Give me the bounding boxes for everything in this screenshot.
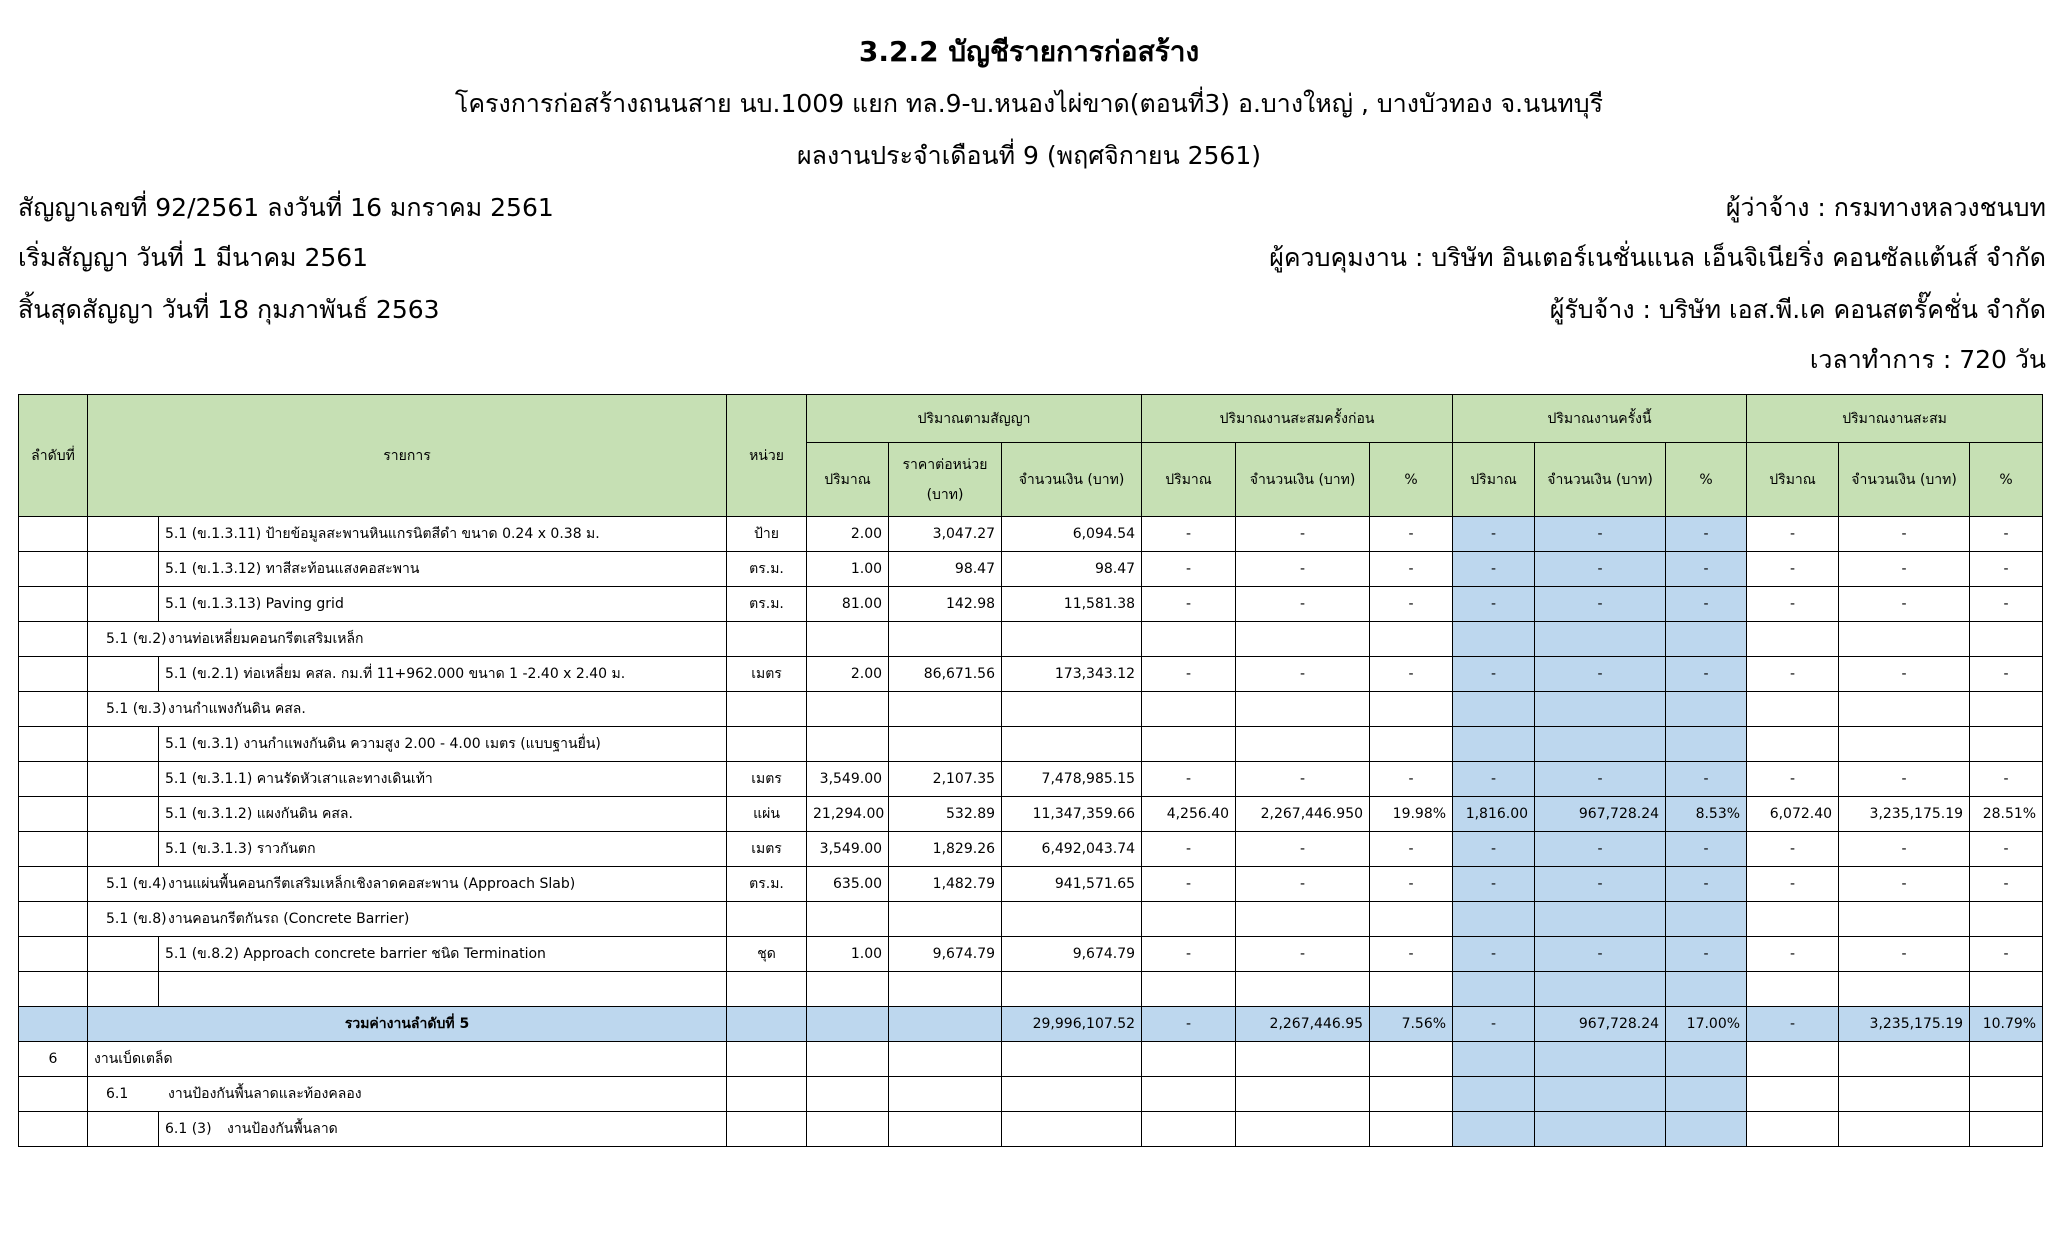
cell-qty: 635.00 [807, 867, 889, 902]
row-number-cell [19, 902, 88, 937]
cell-unit: ตร.ม. [727, 587, 807, 622]
cell-p-pct: - [1370, 552, 1453, 587]
cell-p-pct [1370, 902, 1453, 937]
cell-p-qty [1142, 692, 1236, 727]
cell-s-amt: - [1839, 832, 1970, 867]
cell-price: 86,671.56 [889, 657, 1002, 692]
cell-c-amt [1535, 727, 1666, 762]
document-title: 3.2.2 บัญชีรายการก่อสร้าง [858, 35, 1200, 68]
cell-amount [1002, 692, 1142, 727]
cell-s-pct [1970, 622, 2043, 657]
cell-p-pct [1370, 692, 1453, 727]
cell-unit [727, 622, 807, 657]
cell-p-qty: - [1142, 762, 1236, 797]
item-description: 5.1 (ข.1.3.12) ทาสีสะท้อนแสงคอสะพาน [159, 552, 727, 587]
cell-s-pct: - [1970, 657, 2043, 692]
cell-unit: ตร.ม. [727, 867, 807, 902]
cell-amount: 6,094.54 [1002, 517, 1142, 552]
cell-p-amt: - [1236, 587, 1370, 622]
cell-p-qty: - [1142, 517, 1236, 552]
item-description: 5.1 (ข.3.1.1) คานรัดหัวเสาและทางเดินเท้า [159, 762, 727, 797]
contract-start: เริ่มสัญญา วันที่ 1 มีนาคม 2561 [18, 243, 369, 272]
cell-qty [807, 622, 889, 657]
row-number-cell [19, 867, 88, 902]
cell-c-pct: - [1666, 762, 1747, 797]
cell-p-amt [1236, 902, 1370, 937]
cell-p-pct: 19.98% [1370, 797, 1453, 832]
table-footer [19, 972, 2043, 1147]
cell-c-amt: - [1535, 762, 1666, 797]
header-qty: ปริมาณ [807, 443, 889, 517]
cell-qty: 3,549.00 [807, 762, 889, 797]
contract-number: สัญญาเลขที่ 92/2561 ลงวันที่ 16 มกราคม 2561 [18, 193, 554, 222]
item-description: 5.1 (ข.3.1.2) แผงกันดิน คสล. [159, 797, 727, 832]
cell-s-qty: - [1747, 832, 1839, 867]
cell-p-amt [1236, 622, 1370, 657]
cell-c-qty: - [1453, 657, 1535, 692]
cell-p-pct: - [1370, 937, 1453, 972]
cell-price: 3,047.27 [889, 517, 1002, 552]
cell-unit: เมตร [727, 832, 807, 867]
cell-c-qty: - [1453, 587, 1535, 622]
cell-s-amt [1839, 727, 1970, 762]
cell-s-qty [1747, 622, 1839, 657]
cell-c-pct: - [1666, 517, 1747, 552]
cell-s-qty [1747, 902, 1839, 937]
summary-curr-qty: - [1453, 1007, 1535, 1042]
cell-unit [727, 727, 807, 762]
cell-p-pct: - [1370, 762, 1453, 797]
summary-curr-pct: 17.00% [1666, 1007, 1747, 1042]
cell-c-amt: - [1535, 587, 1666, 622]
cell-price [889, 902, 1002, 937]
row-number-cell [19, 937, 88, 972]
cell-p-qty: - [1142, 832, 1236, 867]
cell-qty: 3,549.00 [807, 832, 889, 867]
cell-price: 98.47 [889, 552, 1002, 587]
cell-p-amt: - [1236, 552, 1370, 587]
cell-p-qty: - [1142, 657, 1236, 692]
cell-s-pct: 28.51% [1970, 797, 2043, 832]
summary-curr-amount: 967,728.24 [1535, 1007, 1666, 1042]
row-number-cell [19, 832, 88, 867]
table-row [19, 867, 2043, 902]
summary-amount: 29,996,107.52 [1002, 1007, 1142, 1042]
cell-p-amt: - [1236, 867, 1370, 902]
table-body [19, 517, 2043, 972]
cell-c-qty [1453, 902, 1535, 937]
header-qty: ปริมาณ [1142, 443, 1236, 517]
cell-c-qty: - [1453, 517, 1535, 552]
cell-amount [1002, 727, 1142, 762]
item-description: งานท่อเหลี่ยมคอนกรีตเสริมเหล็ก [168, 631, 364, 647]
cell-c-amt [1535, 622, 1666, 657]
section-6-1-3-row [19, 1112, 2043, 1147]
item-description: 5.1 (ข.2.1) ท่อเหลี่ยม คสล. กม.ที่ 11+962.000 ขนาด 1 -2.40 x 2.40 ม. [159, 657, 727, 692]
cell-qty: 2.00 [807, 657, 889, 692]
header-amount: จำนวนเงิน (บาท) [1839, 443, 1970, 517]
row-number-cell [19, 692, 88, 727]
cell-c-amt [1535, 692, 1666, 727]
cell-s-amt [1839, 622, 1970, 657]
cell-c-pct: - [1666, 657, 1747, 692]
cell-qty [807, 692, 889, 727]
cell-c-pct: 8.53% [1666, 797, 1747, 832]
header-unit-price: ราคาต่อหน่วย (บาท) [889, 443, 1002, 517]
row-number-cell [19, 657, 88, 692]
cell-unit: ป้าย [727, 517, 807, 552]
cell-c-amt: - [1535, 657, 1666, 692]
cell-s-amt [1839, 902, 1970, 937]
cell-s-pct: - [1970, 762, 2043, 797]
cell-amount: 6,492,043.74 [1002, 832, 1142, 867]
section-6-1-3-code: 6.1 (3) [165, 1121, 212, 1137]
cell-c-qty: 1,816.00 [1453, 797, 1535, 832]
cell-qty: 21,294.00 [807, 797, 889, 832]
cell-c-pct: - [1666, 832, 1747, 867]
cell-unit: แผ่น [727, 797, 807, 832]
cell-c-qty [1453, 692, 1535, 727]
summary-prev-qty: - [1142, 1007, 1236, 1042]
cell-p-pct [1370, 622, 1453, 657]
row-number-cell [19, 622, 88, 657]
cell-c-qty: - [1453, 762, 1535, 797]
header-unit: หน่วย [727, 395, 807, 517]
cell-amount: 941,571.65 [1002, 867, 1142, 902]
cell-amount [1002, 902, 1142, 937]
cell-c-amt: - [1535, 517, 1666, 552]
cell-c-amt: - [1535, 867, 1666, 902]
cell-c-amt: 967,728.24 [1535, 797, 1666, 832]
section-6-number: 6 [19, 1042, 88, 1077]
cell-c-amt: - [1535, 552, 1666, 587]
cell-price: 2,107.35 [889, 762, 1002, 797]
section-6-1-3-title: งานป้องกันพื้นลาด [227, 1121, 338, 1137]
cell-qty: 1.00 [807, 937, 889, 972]
cell-s-pct: - [1970, 832, 2043, 867]
table-row [19, 622, 2043, 657]
cell-p-pct: - [1370, 657, 1453, 692]
cell-qty: 81.00 [807, 587, 889, 622]
header-amount: จำนวนเงิน (บาท) [1535, 443, 1666, 517]
cell-s-qty: - [1747, 552, 1839, 587]
table-row [19, 517, 2043, 552]
cell-p-amt: - [1236, 937, 1370, 972]
summary-prev-amount: 2,267,446.95 [1236, 1007, 1370, 1042]
item-description: 5.1 (ข.3.1) งานกำแพงกันดิน ความสูง 2.00 - 4.00 เมตร (แบบฐานยื่น) [159, 727, 727, 762]
item-description: งานแผ่นพื้นคอนกรีตเสริมเหล็กเชิงลาดคอสะพาน (Approach Slab) [168, 876, 576, 892]
item-description: งานกำแพงกันดิน คสล. [168, 701, 306, 717]
section-6-1-code: 6.1 [106, 1086, 129, 1102]
item-code: 5.1 (ข.3) [106, 701, 167, 717]
supervisor: ผู้ควบคุมงาน : บริษัท อินเตอร์เนชั่นแนล เอ็นจิเนียริ่ง คอนซัลแต้นส์ จำกัด [1269, 243, 2046, 272]
cell-p-qty: - [1142, 587, 1236, 622]
table-row [19, 762, 2043, 797]
construction-items-table [18, 394, 2043, 1147]
cell-p-amt [1236, 692, 1370, 727]
cell-amount [1002, 622, 1142, 657]
cell-s-qty: - [1747, 517, 1839, 552]
cell-amount: 173,343.12 [1002, 657, 1142, 692]
table-row [19, 727, 2043, 762]
item-description: 5.1 (ข.1.3.13) Paving grid [159, 587, 727, 622]
table-row [19, 797, 2043, 832]
cell-unit: ชุด [727, 937, 807, 972]
cell-p-amt: 2,267,446.950 [1236, 797, 1370, 832]
section-6-row [19, 1042, 2043, 1077]
cell-s-amt: - [1839, 762, 1970, 797]
cell-s-amt: 3,235,175.19 [1839, 797, 1970, 832]
cell-unit [727, 902, 807, 937]
cell-s-qty: - [1747, 762, 1839, 797]
header-qty: ปริมาณ [1453, 443, 1535, 517]
summary-row [19, 1007, 2043, 1042]
header-pct: % [1970, 443, 2043, 517]
row-number-cell [19, 797, 88, 832]
cell-s-qty [1747, 727, 1839, 762]
contractor: ผู้รับจ้าง : บริษัท เอส.พี.เค คอนสตรั๊คชั่น จำกัด [1549, 295, 2046, 324]
header-no: ลำดับที่ [19, 395, 88, 517]
cell-s-amt: - [1839, 552, 1970, 587]
project-subtitle: โครงการก่อสร้างถนนสาย นบ.1009 แยก ทล.9-บ.หนองไผ่ขาด(ตอนที่3) อ.บางใหญ่ , บางบัวทอง จ.นนทบุรี [454, 89, 1604, 118]
table-row [19, 902, 2043, 937]
cell-c-amt: - [1535, 937, 1666, 972]
cell-c-amt: - [1535, 832, 1666, 867]
cell-s-amt [1839, 692, 1970, 727]
cell-s-pct: - [1970, 517, 2043, 552]
cell-p-amt: - [1236, 762, 1370, 797]
cell-p-pct [1370, 727, 1453, 762]
cell-price: 532.89 [889, 797, 1002, 832]
cell-amount: 7,478,985.15 [1002, 762, 1142, 797]
section-6-1-title: งานป้องกันพื้นลาดและท้องคลอง [168, 1086, 362, 1102]
cell-c-qty [1453, 727, 1535, 762]
section-6-title: งานเบ็ดเตล็ด [88, 1042, 727, 1077]
header-amount: จำนวนเงิน (บาท) [1236, 443, 1370, 517]
cell-s-pct [1970, 902, 2043, 937]
item-code: 5.1 (ข.8) [106, 911, 167, 927]
cell-s-pct [1970, 727, 2043, 762]
header-pct: % [1370, 443, 1453, 517]
cell-p-qty: - [1142, 552, 1236, 587]
cell-amount: 98.47 [1002, 552, 1142, 587]
cell-price: 1,829.26 [889, 832, 1002, 867]
cell-p-pct: - [1370, 832, 1453, 867]
cell-p-qty: - [1142, 937, 1236, 972]
cell-s-amt: - [1839, 587, 1970, 622]
cell-p-qty [1142, 727, 1236, 762]
cell-p-amt: - [1236, 517, 1370, 552]
cell-s-qty: 6,072.40 [1747, 797, 1839, 832]
summary-cum-amount: 3,235,175.19 [1839, 1007, 1970, 1042]
header-pct: % [1666, 443, 1747, 517]
summary-cum-qty: - [1747, 1007, 1839, 1042]
cell-unit: เมตร [727, 762, 807, 797]
cell-s-amt: - [1839, 657, 1970, 692]
cell-s-amt: - [1839, 867, 1970, 902]
header-item: รายการ [88, 395, 727, 517]
cell-unit [727, 692, 807, 727]
cell-p-pct: - [1370, 587, 1453, 622]
cell-c-qty [1453, 622, 1535, 657]
cell-c-pct: - [1666, 587, 1747, 622]
header-group-previous: ปริมาณงานสะสมครั้งก่อน [1142, 395, 1453, 443]
header-group-cumulative: ปริมาณงานสะสม [1747, 395, 2043, 443]
cell-p-amt [1236, 727, 1370, 762]
cell-s-qty: - [1747, 657, 1839, 692]
item-description: 5.1 (ข.8.2) Approach concrete barrier ชนิด Termination [159, 937, 727, 972]
cell-s-pct [1970, 692, 2043, 727]
cell-s-qty: - [1747, 867, 1839, 902]
summary-cum-pct: 10.79% [1970, 1007, 2043, 1042]
cell-c-qty: - [1453, 937, 1535, 972]
cell-c-amt [1535, 902, 1666, 937]
employer: ผู้ว่าจ้าง : กรมทางหลวงชนบท [1725, 193, 2046, 222]
cell-qty [807, 902, 889, 937]
cell-p-qty [1142, 622, 1236, 657]
cell-s-pct: - [1970, 937, 2043, 972]
cell-c-qty: - [1453, 832, 1535, 867]
cell-c-pct [1666, 902, 1747, 937]
table-row [19, 587, 2043, 622]
cell-qty: 1.00 [807, 552, 889, 587]
cell-amount: 11,581.38 [1002, 587, 1142, 622]
table-header [19, 395, 2043, 517]
item-description: งานคอนกรีตกันรถ (Concrete Barrier) [168, 911, 410, 927]
cell-price: 1,482.79 [889, 867, 1002, 902]
cell-p-qty: 4,256.40 [1142, 797, 1236, 832]
cell-price: 9,674.79 [889, 937, 1002, 972]
summary-prev-pct: 7.56% [1370, 1007, 1453, 1042]
table-row [19, 692, 2043, 727]
table-row [19, 657, 2043, 692]
cell-s-amt: - [1839, 937, 1970, 972]
cell-s-pct: - [1970, 552, 2043, 587]
contract-end: สิ้นสุดสัญญา วันที่ 18 กุมภาพันธ์ 2563 [18, 295, 440, 324]
table-row [19, 937, 2043, 972]
cell-c-pct: - [1666, 867, 1747, 902]
cell-s-qty: - [1747, 937, 1839, 972]
cell-p-amt: - [1236, 657, 1370, 692]
cell-p-pct: - [1370, 517, 1453, 552]
cell-price: 142.98 [889, 587, 1002, 622]
cell-s-amt: - [1839, 517, 1970, 552]
cell-c-pct [1666, 692, 1747, 727]
item-code: 5.1 (ข.2) [106, 631, 167, 647]
item-code: 5.1 (ข.4) [106, 876, 167, 892]
row-number-cell [19, 587, 88, 622]
header-group-current: ปริมาณงานครั้งนี้ [1453, 395, 1747, 443]
row-number-cell [19, 552, 88, 587]
cell-price [889, 622, 1002, 657]
cell-c-pct: - [1666, 937, 1747, 972]
cell-amount: 11,347,359.66 [1002, 797, 1142, 832]
cell-s-qty [1747, 692, 1839, 727]
item-description: 5.1 (ข.3.1.3) ราวกันตก [159, 832, 727, 867]
cell-c-pct: - [1666, 552, 1747, 587]
cell-c-pct [1666, 727, 1747, 762]
cell-price [889, 692, 1002, 727]
cell-s-qty: - [1747, 587, 1839, 622]
table-row [19, 552, 2043, 587]
row-number-cell [19, 727, 88, 762]
cell-unit: ตร.ม. [727, 552, 807, 587]
cell-p-pct: - [1370, 867, 1453, 902]
row-number-cell [19, 762, 88, 797]
cell-qty: 2.00 [807, 517, 889, 552]
cell-qty [807, 727, 889, 762]
header-group-contract: ปริมาณตามสัญญา [807, 395, 1142, 443]
item-description: 5.1 (ข.1.3.11) ป้ายข้อมูลสะพานหินแกรนิตสีดำ ขนาด 0.24 x 0.38 ม. [159, 517, 727, 552]
cell-p-qty [1142, 902, 1236, 937]
cell-p-qty: - [1142, 867, 1236, 902]
cell-s-pct: - [1970, 867, 2043, 902]
cell-unit: เมตร [727, 657, 807, 692]
cell-amount: 9,674.79 [1002, 937, 1142, 972]
cell-c-qty: - [1453, 867, 1535, 902]
cell-c-pct [1666, 622, 1747, 657]
cell-p-amt: - [1236, 832, 1370, 867]
working-duration: เวลาทำการ : 720 วัน [1809, 345, 2046, 374]
cell-c-qty: - [1453, 552, 1535, 587]
section-6-1-row [19, 1077, 2043, 1112]
summary-label: รวมค่างานลำดับที่ 5 [88, 1007, 727, 1042]
table-row [19, 832, 2043, 867]
header-amount: จำนวนเงิน (บาท) [1002, 443, 1142, 517]
cell-s-pct: - [1970, 587, 2043, 622]
header-qty: ปริมาณ [1747, 443, 1839, 517]
cell-price [889, 727, 1002, 762]
report-period: ผลงานประจำเดือนที่ 9 (พฤศจิกายน 2561) [796, 141, 1261, 170]
row-number-cell [19, 517, 88, 552]
